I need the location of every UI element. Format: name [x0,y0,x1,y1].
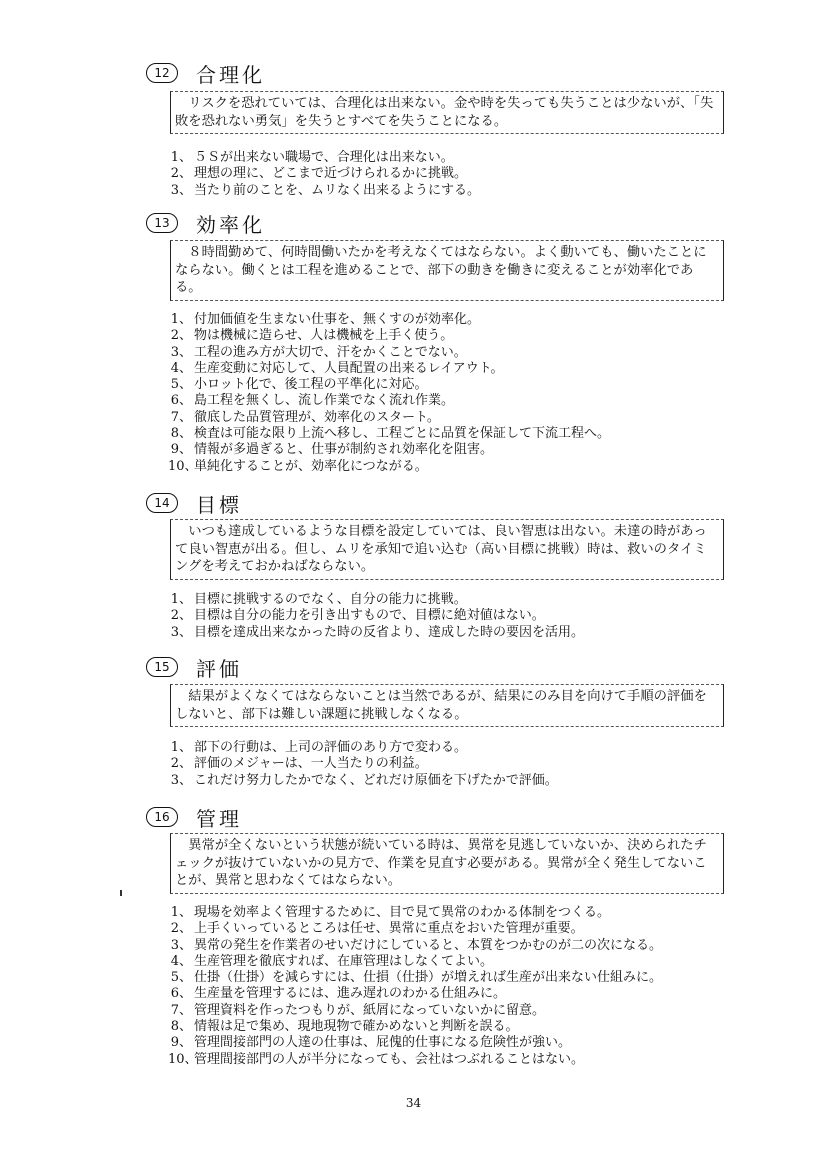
list-item: 4、 生産管理を徹底すれば、在庫管理はしなくてよい。 [170,953,494,969]
summary-box [170,519,724,580]
section-heading [146,490,242,516]
list-item: 2、 物は機械に造らせ、人は機械を上手く使う。 [170,328,454,344]
list-item: 4、 生産変動に対応して、人員配置の出来るレイアウト。 [170,360,504,376]
section-title: 評価 [196,656,242,681]
summary-box [170,91,724,134]
item-list [168,592,584,641]
list-item: 7、 管理資料を作ったつもりが、紙屑になっていないかに留意。 [170,1002,546,1018]
summary-text: いつも達成しているような目標を設定していては、良い智恵は出ない。未達の時があって良い智恵が出る。但し、ムリを承知で追い込む（高い目標に挑戦）時は、救いのタイミングを考えておかねばならない。 [175,524,707,574]
section-number: 13 [146,213,178,233]
list-item: 1、 ５Ｓが出来ない職場で、合理化は出来ない。 [170,150,454,165]
section-heading [146,60,265,86]
list-item: 3、 工程の進み方が大切で、汗をかくことでない。 [170,344,467,360]
list-item: 3、 これだけ努力したかでなく、どれだけ原価を下げたかで評価。 [170,772,558,788]
page-number: 34 [405,1096,422,1110]
item-list [168,905,662,1068]
section-title: 合理化 [196,62,265,87]
list-item: 1、 付加価値を生まない仕事を、無くすのが効率化。 [170,312,481,327]
list-item: 8、 情報は足で集め、現地現物で確かめないと判断を誤る。 [170,1019,519,1035]
list-item: 3、 目標を達成出来なかった時の反省より、達成した時の要因を活用。 [170,624,585,640]
section-title: 効率化 [196,212,265,237]
list-item: 1、 部下の行動は、上司の評価のあり方で変わる。 [170,740,468,755]
section-heading [146,654,242,680]
list-item: 3、 当たり前のことを、ムリなく出来るようにする。 [170,182,481,198]
list-item: 2、 上手くいっているところは任せ、異常に重点をおいた管理が重要。 [170,921,584,937]
section-number: 12 [146,63,178,83]
section-number: 15 [146,657,178,677]
list-item: 6、 生産量を管理するには、進み遅れのわかる仕組みに。 [170,986,507,1002]
section-number: 16 [146,807,178,827]
list-item: 8、 検査は可能な限り上流へ移し、工程ごとに品質を保証して下流工程へ。 [170,426,611,442]
section-title: 管理 [196,806,242,831]
summary-text: ８時間勤めて、何時間働いたかを考えなくてはならない。よく動いても、働いたことにならない。働くとは工程を進めることで、部下の動きを働きに変えることが効率化である。 [175,245,707,295]
list-item: 1、 現場を効率よく管理するために、目で見て異常のわかる体制をつくる。 [170,905,611,920]
list-item: 9、 管理間接部門の人達の仕事は、屁傀的仕事になる危険性が強い。 [170,1035,572,1051]
summary-text: リスクを恐れていては、合理化は出来ない。金や時を失っても失うことは少ないが、「失敗を恐れない勇気」を失うとすべてを失うことになる。 [175,96,714,129]
list-item: 10、管理間接部門の人が半分になっても、会社はつぶれることはない。 [168,1051,585,1067]
summary-text: 異常が全くないという状態が続いている時は、異常を見逃していないか、決められたチェックが抜けていないかの見方で、作業を見直す必要がある。異常が全く発生してないことが、異常と思わなくてはならない。 [175,838,707,888]
list-item: 1、 目標に挑戦するのでなく、自分の能力に挑戦。 [170,592,467,607]
summary-box [170,833,724,894]
section-title: 目標 [196,492,242,517]
item-list [168,312,610,475]
list-item: 10、単純化することが、効率化につながる。 [168,458,428,474]
summary-box [170,684,724,727]
scan-speck [120,890,122,896]
list-item: 2、 評価のメジャーは、一人当たりの利益。 [170,756,428,772]
list-item: 3、 異常の発生を作業者のせいだけにしていると、本質をつかむのが二の次になる。 [170,937,663,953]
list-item: 2、 目標は自分の能力を引き出すもので、目標に絶対値はない。 [170,608,545,624]
section-heading [146,210,265,236]
summary-box [170,240,724,301]
section-number: 14 [146,493,178,513]
list-item: 2、 理想の理に、どこまで近づけられるかに挑戦。 [170,166,468,182]
item-list [168,740,558,789]
section-heading [146,804,242,830]
item-list [168,150,480,199]
list-item: 5、 仕掛（仕掛）を減らすには、仕損（仕掛）が増えれば生産が出来ない仕組みに。 [170,970,663,986]
list-item: 5、 小ロット化で、後工程の平準化に対応。 [170,377,428,393]
list-item: 7、 徹底した品質管理が、効率化のスタート。 [170,409,440,425]
list-item: 6、 島工程を無くし、流し作業でなく流れ作業。 [170,393,455,409]
list-item: 9、 情報が多過ぎると、仕事が制約され効率化を阻害。 [170,442,494,458]
summary-text: 結果がよくなくてはならないことは当然であるが、結果にのみ目を向けて手順の評価をしないと、部下は難しい課題に挑戦しなくなる。 [175,689,707,722]
